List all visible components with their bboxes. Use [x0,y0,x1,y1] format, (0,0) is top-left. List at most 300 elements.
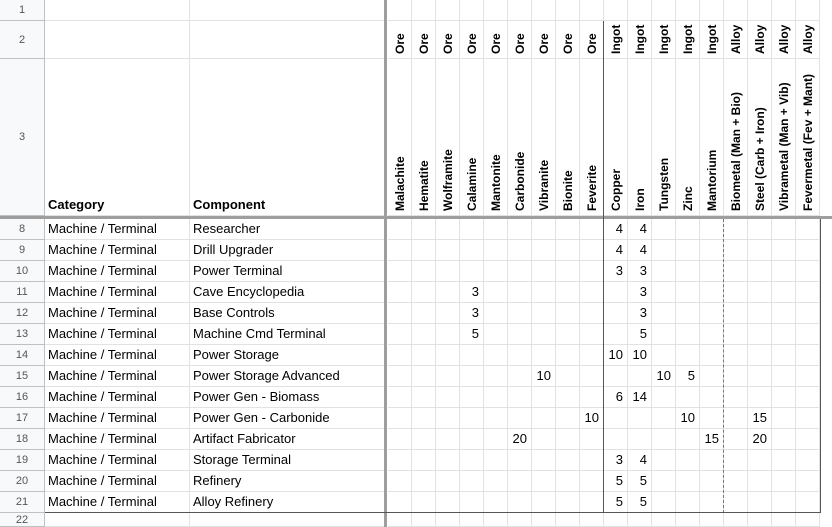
cell-value[interactable] [388,513,412,527]
cell-value[interactable] [700,471,724,492]
cell-value[interactable] [772,240,796,261]
cell-value[interactable] [724,219,748,240]
col-type-header[interactable] [460,21,484,59]
cell-value[interactable] [460,366,484,387]
col-empty-r1[interactable] [628,0,652,21]
cell-value[interactable] [412,513,436,527]
cell-value[interactable] [628,408,652,429]
cell-value[interactable] [676,324,700,345]
cell-value[interactable] [580,366,604,387]
cell-value[interactable] [772,345,796,366]
cell-value[interactable] [748,492,772,513]
cell-value[interactable]: 5 [460,324,484,345]
cell-value[interactable] [604,366,628,387]
cell-value[interactable] [700,387,724,408]
col-empty-r1[interactable] [436,0,460,21]
row-header-16[interactable]: 16 [0,387,45,408]
cell-value[interactable]: 20 [748,429,772,450]
col-empty-r1[interactable] [532,0,556,21]
cell-value[interactable] [412,324,436,345]
cell-value[interactable] [436,240,460,261]
cell-value[interactable] [652,240,676,261]
cell-value[interactable] [604,429,628,450]
cell-value[interactable] [412,282,436,303]
col-type-header[interactable] [628,21,652,59]
cell-value[interactable]: 15 [700,429,724,450]
cell-value[interactable] [604,303,628,324]
cell-value[interactable] [748,240,772,261]
cell-value[interactable] [532,240,556,261]
cell-value[interactable] [532,492,556,513]
cell-value[interactable] [772,513,796,527]
cell-value[interactable] [460,261,484,282]
cell-value[interactable] [412,261,436,282]
cell-value[interactable] [676,387,700,408]
cell-value[interactable] [580,345,604,366]
cell-value[interactable] [508,219,532,240]
cell-value[interactable] [484,471,508,492]
cell-value[interactable] [556,492,580,513]
cell-value[interactable] [412,345,436,366]
cell-value[interactable] [436,261,460,282]
cell-category[interactable]: Machine / Terminal [45,408,190,429]
cell-value[interactable] [748,282,772,303]
cell-value[interactable] [748,303,772,324]
cell-value[interactable] [676,303,700,324]
cell-value[interactable] [484,345,508,366]
cell-value[interactable] [724,240,748,261]
cell-value[interactable] [652,450,676,471]
cell-value[interactable] [508,345,532,366]
cell-component[interactable] [190,513,386,527]
cell-component[interactable]: Cave Encyclopedia [190,282,386,303]
cell-value[interactable] [436,324,460,345]
cell-value[interactable] [556,429,580,450]
cell-value[interactable]: 10 [628,345,652,366]
cell-value[interactable] [532,219,556,240]
cell-value[interactable] [580,303,604,324]
col-type-header[interactable] [388,21,412,59]
category-header[interactable] [45,59,190,216]
cell-value[interactable] [532,282,556,303]
cell-value[interactable] [676,471,700,492]
cell-value[interactable] [412,408,436,429]
cell-value[interactable] [748,450,772,471]
cell-value[interactable] [532,387,556,408]
cell-value[interactable] [484,492,508,513]
cell-value[interactable] [748,261,772,282]
cell-value[interactable]: 4 [628,450,652,471]
col-name-header[interactable] [724,59,748,216]
cell-value[interactable] [652,492,676,513]
row-header-8[interactable]: 8 [0,219,45,240]
cell-value[interactable] [652,471,676,492]
col-empty-r1[interactable] [604,0,628,21]
cell-value[interactable]: 5 [628,324,652,345]
cell-category[interactable]: Machine / Terminal [45,324,190,345]
cell-value[interactable] [796,513,820,527]
cell-value[interactable] [796,345,820,366]
cell-value[interactable] [460,219,484,240]
cell-value[interactable] [628,366,652,387]
cell-value[interactable]: 10 [604,345,628,366]
cell-value[interactable] [508,303,532,324]
cell-value[interactable] [436,408,460,429]
cell-value[interactable] [652,513,676,527]
cell-category[interactable]: Machine / Terminal [45,240,190,261]
row-header-2[interactable]: 2 [0,21,45,59]
col-type-header[interactable] [580,21,604,59]
cell-value[interactable] [460,429,484,450]
cell-value[interactable] [604,282,628,303]
cell-value[interactable]: 10 [532,366,556,387]
cell-value[interactable] [460,450,484,471]
col-empty-r1[interactable] [724,0,748,21]
cell-value[interactable] [388,303,412,324]
col-empty-r1[interactable] [652,0,676,21]
cell-value[interactable] [700,282,724,303]
cell-category[interactable]: Machine / Terminal [45,282,190,303]
cell-value[interactable] [436,387,460,408]
cell-value[interactable] [772,450,796,471]
cell-value[interactable] [484,240,508,261]
cell-component[interactable]: Power Terminal [190,261,386,282]
col-empty-r1[interactable] [484,0,508,21]
row-header-10[interactable]: 10 [0,261,45,282]
cell-value[interactable] [580,513,604,527]
cell-value[interactable] [388,240,412,261]
cell-value[interactable]: 3 [604,450,628,471]
cell-value[interactable] [652,219,676,240]
cell-value[interactable] [556,387,580,408]
col-name-header[interactable] [700,59,724,216]
row-header-21[interactable]: 21 [0,492,45,513]
cell-value[interactable] [700,324,724,345]
cell-value[interactable] [700,492,724,513]
cell-value[interactable] [676,345,700,366]
cell-value[interactable]: 3 [628,261,652,282]
cell-value[interactable] [436,471,460,492]
cell-category[interactable]: Machine / Terminal [45,261,190,282]
cell-value[interactable] [412,429,436,450]
cell-value[interactable] [652,324,676,345]
cell-category[interactable]: Machine / Terminal [45,303,190,324]
cell-value[interactable] [604,513,628,527]
col-empty-r1[interactable] [700,0,724,21]
cell-value[interactable] [460,513,484,527]
cell-value[interactable] [580,429,604,450]
cell-value[interactable] [508,324,532,345]
cell-category[interactable]: Machine / Terminal [45,366,190,387]
cell-value[interactable] [580,240,604,261]
col-empty-r1[interactable] [796,0,820,21]
row-header-3[interactable]: 3 [0,59,45,216]
cell-value[interactable] [412,387,436,408]
col-name-header[interactable] [748,59,772,216]
cell-value[interactable] [412,366,436,387]
cell-value[interactable] [652,345,676,366]
cell-value[interactable] [676,450,700,471]
cell-value[interactable] [796,324,820,345]
cell-component[interactable]: Power Gen - Biomass [190,387,386,408]
cell-component[interactable]: Researcher [190,219,386,240]
row-header-20[interactable]: 20 [0,471,45,492]
cell-value[interactable] [388,324,412,345]
cell-value[interactable] [700,261,724,282]
cell-value[interactable]: 10 [580,408,604,429]
cell-value[interactable] [652,303,676,324]
cell-value[interactable] [556,471,580,492]
col-name-header[interactable] [676,59,700,216]
cell-value[interactable] [580,219,604,240]
cell-value[interactable] [532,429,556,450]
col-empty-r1[interactable] [460,0,484,21]
cell-component[interactable] [190,21,386,59]
cell-value[interactable] [676,492,700,513]
cell-value[interactable] [748,345,772,366]
col-empty-r1[interactable] [772,0,796,21]
cell-value[interactable]: 3 [628,282,652,303]
col-type-header[interactable] [676,21,700,59]
cell-value[interactable]: 4 [604,219,628,240]
cell-value[interactable] [388,219,412,240]
cell-value[interactable] [772,282,796,303]
cell-value[interactable] [532,450,556,471]
cell-category[interactable] [45,21,190,59]
cell-value[interactable] [772,324,796,345]
col-empty-r1[interactable] [556,0,580,21]
cell-value[interactable] [460,471,484,492]
cell-value[interactable] [388,261,412,282]
cell-value[interactable] [556,345,580,366]
cell-value[interactable] [484,450,508,471]
cell-value[interactable] [460,408,484,429]
row-header-17[interactable]: 17 [0,408,45,429]
cell-value[interactable] [508,513,532,527]
cell-value[interactable]: 3 [460,303,484,324]
cell-category[interactable] [45,513,190,527]
cell-value[interactable] [724,492,748,513]
cell-value[interactable] [796,240,820,261]
cell-value[interactable] [484,282,508,303]
col-type-header[interactable] [700,21,724,59]
cell-value[interactable] [580,387,604,408]
cell-value[interactable] [724,387,748,408]
cell-value[interactable] [388,408,412,429]
cell-value[interactable] [484,261,508,282]
cell-value[interactable] [796,282,820,303]
cell-value[interactable] [604,324,628,345]
col-name-header[interactable] [772,59,796,216]
cell-value[interactable] [772,471,796,492]
cell-value[interactable] [484,429,508,450]
cell-value[interactable] [676,240,700,261]
cell-value[interactable] [604,408,628,429]
col-type-header[interactable] [724,21,748,59]
cell-value[interactable] [532,408,556,429]
cell-value[interactable] [532,513,556,527]
cell-value[interactable] [796,366,820,387]
col-type-header[interactable] [508,21,532,59]
cell-value[interactable] [508,492,532,513]
cell-component[interactable]: Power Storage Advanced [190,366,386,387]
cell-value[interactable] [772,303,796,324]
cell-value[interactable] [796,387,820,408]
cell-value[interactable] [388,387,412,408]
cell-value[interactable] [700,513,724,527]
cell-value[interactable] [748,387,772,408]
cell-value[interactable]: 20 [508,429,532,450]
cell-value[interactable] [508,408,532,429]
cell-value[interactable] [508,261,532,282]
col-empty-r1[interactable] [412,0,436,21]
cell-value[interactable] [556,408,580,429]
col-name-header[interactable] [796,59,820,216]
row-header-14[interactable]: 14 [0,345,45,366]
cell-value[interactable] [388,366,412,387]
cell-value[interactable] [652,282,676,303]
cell-value[interactable]: 3 [628,303,652,324]
cell-value[interactable] [724,282,748,303]
cell-value[interactable] [772,366,796,387]
cell-value[interactable] [700,345,724,366]
cell-component[interactable]: Base Controls [190,303,386,324]
col-empty-r1[interactable] [748,0,772,21]
cell-value[interactable] [436,219,460,240]
row-header-18[interactable]: 18 [0,429,45,450]
cell-value[interactable] [388,282,412,303]
cell-value[interactable] [772,261,796,282]
col-name-header[interactable] [484,59,508,216]
cell-value[interactable] [796,303,820,324]
cell-value[interactable] [652,429,676,450]
row-header-9[interactable]: 9 [0,240,45,261]
cell-value[interactable]: 3 [460,282,484,303]
col-type-header[interactable] [796,21,820,59]
cell-value[interactable] [412,303,436,324]
cell-category[interactable]: Machine / Terminal [45,219,190,240]
cell-value[interactable] [652,387,676,408]
row-header-22[interactable]: 22 [0,513,45,527]
cell-value[interactable]: 10 [676,408,700,429]
cell-value[interactable]: 5 [628,492,652,513]
cell-value[interactable] [772,219,796,240]
cell-value[interactable] [508,282,532,303]
cell-value[interactable] [676,261,700,282]
row-header-1[interactable]: 1 [0,0,45,21]
cell-value[interactable] [700,303,724,324]
cell-value[interactable] [748,513,772,527]
cell-value[interactable] [796,450,820,471]
col-name-header[interactable] [556,59,580,216]
cell-value[interactable] [580,450,604,471]
cell-value[interactable] [412,492,436,513]
cell-value[interactable]: 5 [604,471,628,492]
cell-value[interactable] [796,261,820,282]
cell-value[interactable]: 5 [676,366,700,387]
cell-value[interactable]: 15 [748,408,772,429]
cell-component[interactable] [190,0,386,21]
cell-value[interactable] [796,429,820,450]
cell-value[interactable] [748,366,772,387]
cell-value[interactable] [676,429,700,450]
cell-value[interactable]: 4 [604,240,628,261]
col-type-header[interactable] [748,21,772,59]
col-name-header[interactable] [508,59,532,216]
cell-value[interactable] [724,408,748,429]
cell-value[interactable] [508,387,532,408]
cell-value[interactable] [556,366,580,387]
col-empty-r1[interactable] [580,0,604,21]
cell-value[interactable] [676,282,700,303]
cell-value[interactable] [412,240,436,261]
cell-value[interactable] [748,471,772,492]
cell-component[interactable]: Power Storage [190,345,386,366]
cell-value[interactable] [796,408,820,429]
cell-value[interactable] [724,471,748,492]
col-name-header[interactable] [604,59,628,216]
cell-value[interactable]: 4 [628,219,652,240]
cell-value[interactable] [436,303,460,324]
cell-value[interactable] [388,471,412,492]
col-empty-r1[interactable] [676,0,700,21]
cell-value[interactable] [724,513,748,527]
cell-value[interactable] [580,261,604,282]
cell-value[interactable]: 14 [628,387,652,408]
cell-component[interactable]: Drill Upgrader [190,240,386,261]
cell-component[interactable]: Artifact Fabricator [190,429,386,450]
cell-category[interactable]: Machine / Terminal [45,345,190,366]
cell-value[interactable] [436,429,460,450]
row-header-19[interactable]: 19 [0,450,45,471]
cell-value[interactable] [580,471,604,492]
col-name-header[interactable] [388,59,412,216]
cell-value[interactable] [460,387,484,408]
cell-value[interactable] [508,450,532,471]
cell-value[interactable] [484,408,508,429]
cell-value[interactable] [388,345,412,366]
cell-value[interactable] [772,492,796,513]
cell-value[interactable] [556,261,580,282]
col-type-header[interactable] [772,21,796,59]
col-type-header[interactable] [412,21,436,59]
cell-value[interactable] [724,429,748,450]
cell-value[interactable] [484,387,508,408]
cell-value[interactable] [460,240,484,261]
cell-value[interactable] [460,492,484,513]
col-type-header[interactable] [436,21,460,59]
cell-value[interactable] [580,324,604,345]
cell-value[interactable]: 5 [604,492,628,513]
cell-value[interactable] [676,513,700,527]
cell-value[interactable] [580,282,604,303]
cell-value[interactable] [676,219,700,240]
cell-value[interactable] [532,303,556,324]
cell-value[interactable] [556,450,580,471]
cell-value[interactable] [436,513,460,527]
cell-value[interactable] [700,450,724,471]
cell-value[interactable] [556,324,580,345]
cell-value[interactable] [724,366,748,387]
cell-value[interactable] [484,303,508,324]
col-type-header[interactable] [532,21,556,59]
cell-value[interactable] [484,513,508,527]
cell-value[interactable] [388,450,412,471]
cell-component[interactable]: Storage Terminal [190,450,386,471]
cell-value[interactable] [748,324,772,345]
cell-value[interactable] [556,282,580,303]
cell-value[interactable] [556,240,580,261]
